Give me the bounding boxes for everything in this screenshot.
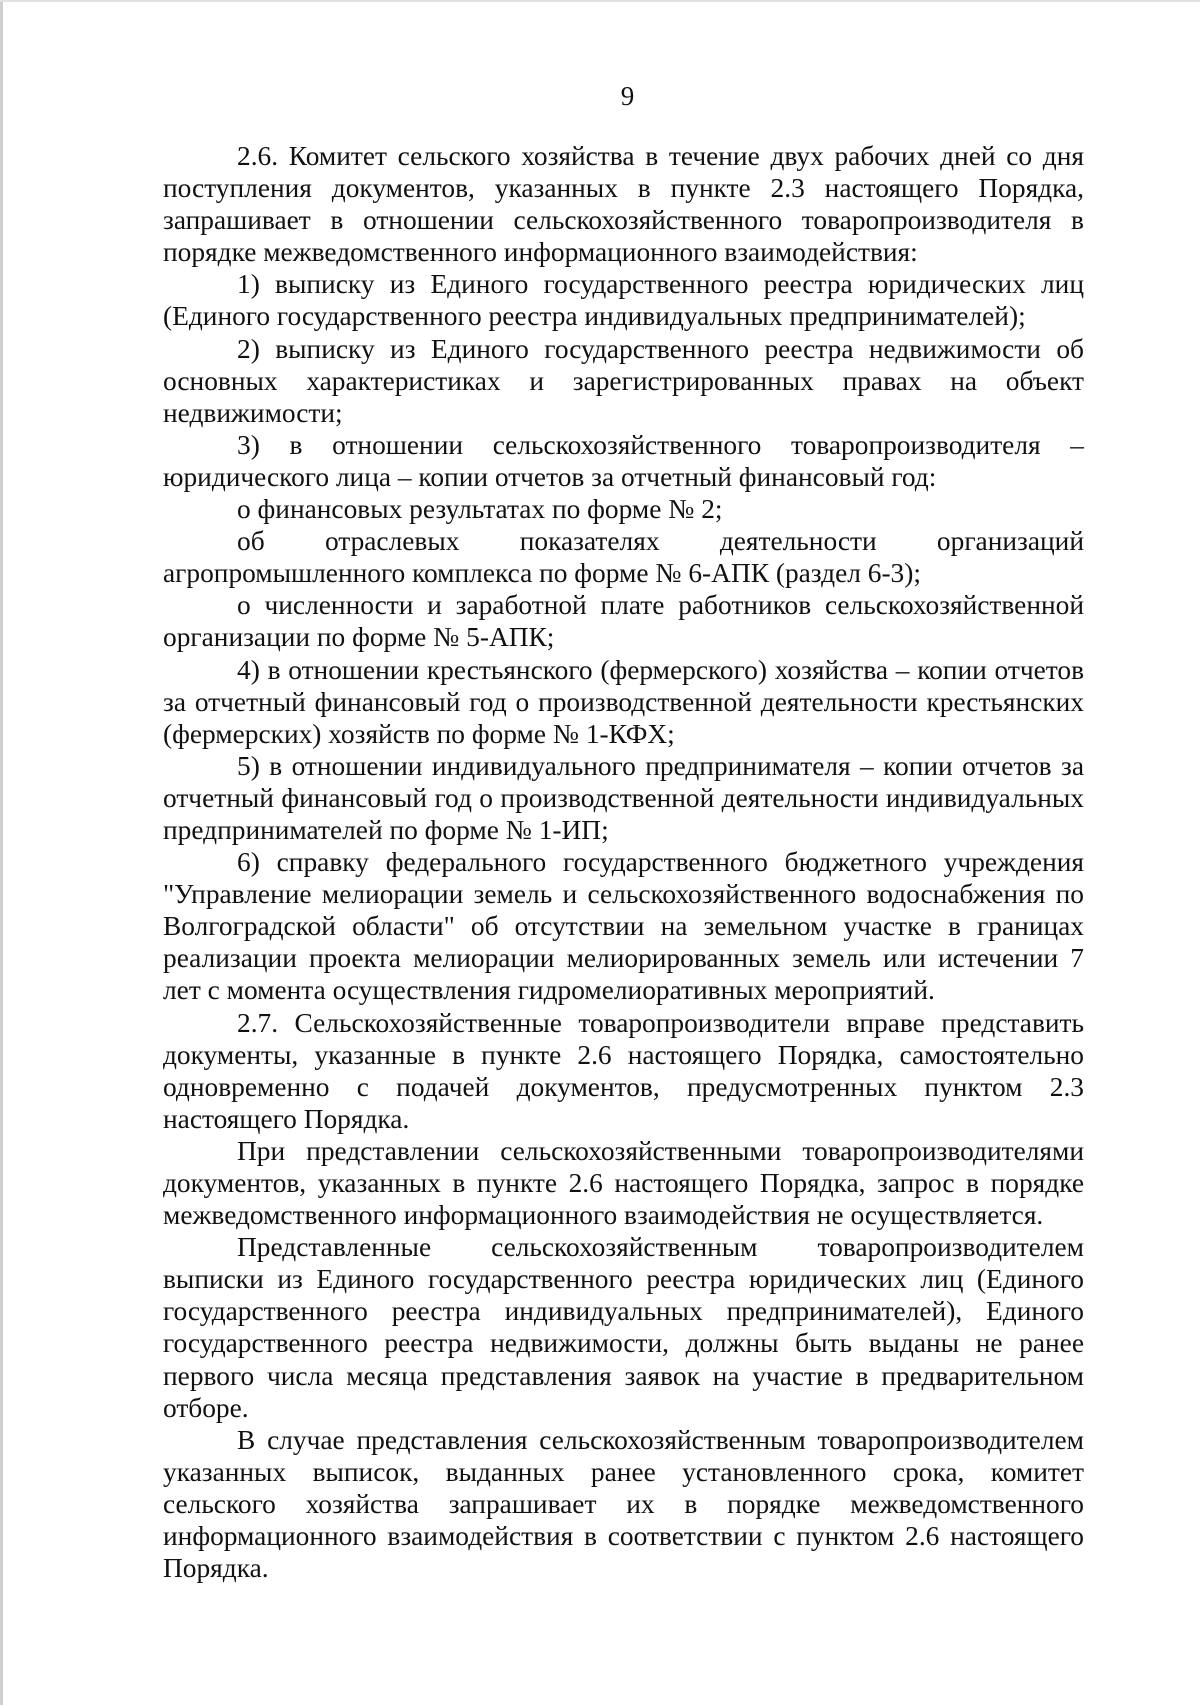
document-body [163,140,1084,1584]
scan-edge [0,0,3,1705]
list-item-6: 6) справку федерального государственного бюджетного учреждения "Управление мелиорации земель и сельскохозяйственного водоснабжения по Волгоградской области" об отсутствии на земельном участке в границах реализации проекта мелиорации мелиорированных земель или истечении 7 лет с момента осуществления гидромелиоративных мероприятий. [163,847,1084,1006]
paragraph-expired-extracts: В случае представления сельскохозяйственным товаропроизводителем указанных выписок, выданных ранее установленного срока, комитет сельского хозяйства запрашивает их в порядке межведомственного информационного взаимодействия в соответствии с пунктом 2.6 настоящего Порядка. [163,1424,1084,1584]
page-number: 9 [620,81,635,111]
sub-item-form-6-apk: об отраслевых показателях деятельности организаций агропромышленного комплекса по форме № 6-АПК (раздел 6-3); [163,526,1084,589]
sub-item-form-2: о финансовых результатах по форме № 2; [237,494,723,525]
paragraph-extract-validity: Представленные сельскохозяйственным товаропроизводителем выписки из Единого государственного реестра юридических лиц (Единого государственного реестра индивидуальных предпринимателей), Единого государственного реестра недвижимости, должны быть выданы не ранее первого числа месяца представления заявок на участие в предварительном отборе. [163,1232,1084,1423]
list-item-3: 3) в отношении сельскохозяйственного товаропроизводителя – юридического лица – копии отчетов за отчетный финансовый год: [163,429,1084,492]
list-item-1: 1) выписку из Единого государственного реестра юридических лиц (Единого государственного реестра индивидуальных предпринимателей); [163,269,1084,332]
list-item-4: 4) в отношении крестьянского (фермерского) хозяйства – копии отчетов за отчетный финансовый год о производственной деятельности крестьянских (фермерских) хозяйств по форме № 1-КФХ; [163,654,1084,749]
paragraph-2-6: 2.6. Комитет сельского хозяйства в течение двух рабочих дней со дня поступления документов, указанных в пункте 2.3 настоящего Порядка, запрашивает в отношении сельскохозяйственного товаропроизводителя в порядке межведомственного информационного взаимодействия: [163,141,1084,268]
scan-edge-top [0,0,1200,2]
list-item-2: 2) выписку из Единого государственного реестра недвижимости об основных характеристиках и зарегистрированных правах на объект недвижимости; [163,333,1084,428]
list-item-5: 5) в отношении индивидуального предпринимателя – копии отчетов за отчетный финансовый год о производственной деятельности индивидуальных предпринимателей по форме № 1-ИП; [163,750,1084,845]
paragraph-no-request: При представлении сельскохозяйственными товаропроизводителями документов, указанных в пункте 2.6 настоящего Порядка, запрос в порядке межведомственного информационного взаимодействия не осуществляется. [163,1135,1084,1231]
paragraph-2-7: 2.7. Сельскохозяйственные товаропроизводители вправе представить документы, указанные в пункте 2.6 настоящего Порядка, самостоятельно одновременно с подачей документов, предусмотренных пунктом 2.3 настоящего Порядка. [163,1007,1084,1134]
sub-item-form-5-apk: о численности и заработной плате работников сельскохозяйственной организации по форме № 5-АПК; [163,590,1084,653]
